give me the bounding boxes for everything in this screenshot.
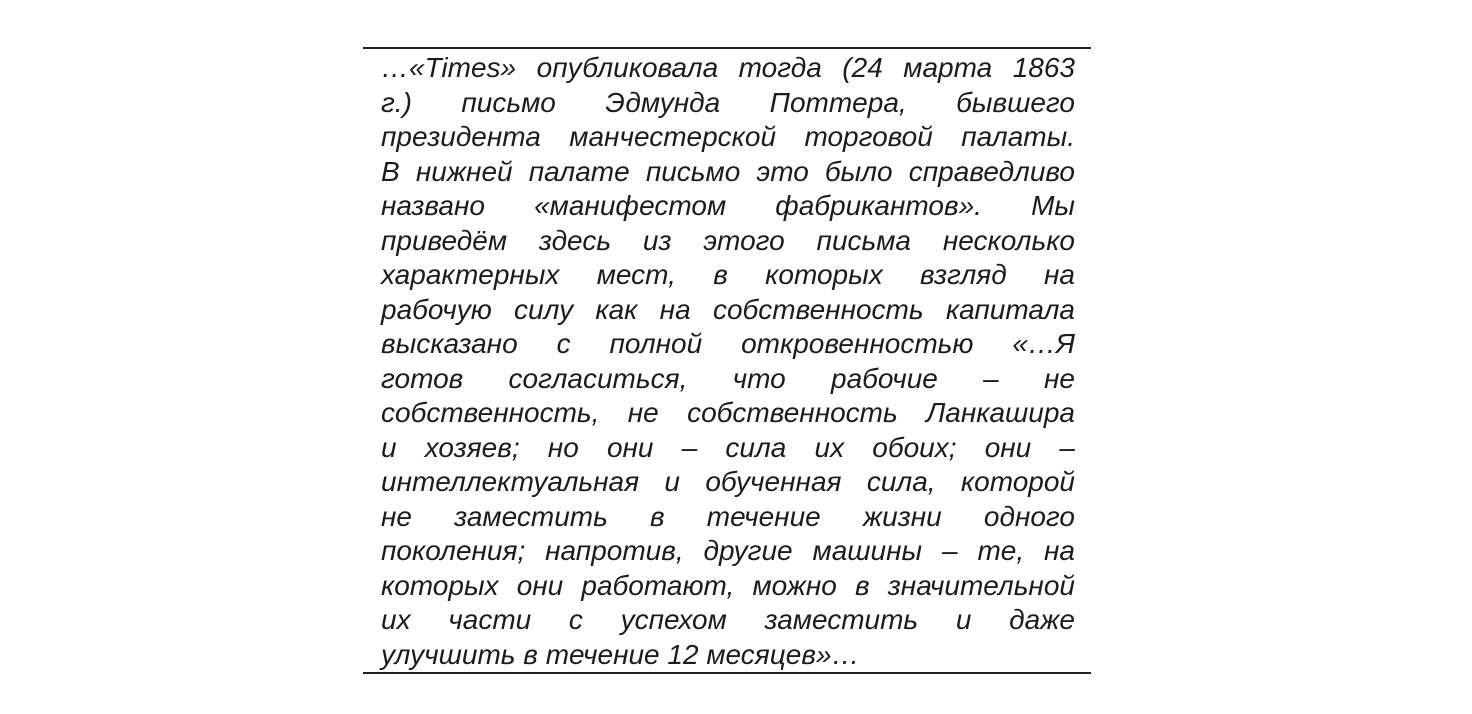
quote-line: г.) письмо Эдмунда Поттера, бывшего [381, 86, 1075, 118]
quote-line: рабочую силу как на собственность капитала [381, 293, 1075, 325]
quote-line: готов согласиться, что рабочие – не [381, 362, 1075, 394]
quote-line: президента манчестерской торговой палаты. [381, 121, 1075, 152]
quote-line: высказано с полной откровенностью «…Я [381, 328, 1075, 359]
cropped-text-fragment [462, 0, 632, 4]
quote-line: которых они работают, можно в значительной [381, 569, 1075, 601]
quote-line: названо «манифестом фабрикантов». Мы [381, 190, 1075, 221]
quote-line: поколения; напротив, другие машины – те, на [381, 535, 1075, 566]
quote-line: улучшить в течение 12 месяцев»… [381, 638, 860, 670]
quote-line: собственность, не собственность Ланкашира [381, 397, 1075, 428]
quote-line: В нижней палате письмо это было справедливо [381, 155, 1075, 187]
quote-line: интеллектуальная и обученная сила, которой [381, 466, 1075, 497]
quote-block [363, 47, 1091, 674]
quote-line: не заместить в течение жизни одного [381, 500, 1075, 532]
quote-line: приведём здесь из этого письма несколько [381, 224, 1075, 256]
quote-line: и хозяев; но они – сила их обоих; они – [381, 431, 1075, 463]
quote-line: …«Times» опубликовала тогда (24 марта 1863 [381, 52, 1075, 83]
quote-line: характерных мест, в которых взгляд на [381, 259, 1075, 290]
quote-line: их части с успехом заместить и даже [381, 604, 1075, 635]
